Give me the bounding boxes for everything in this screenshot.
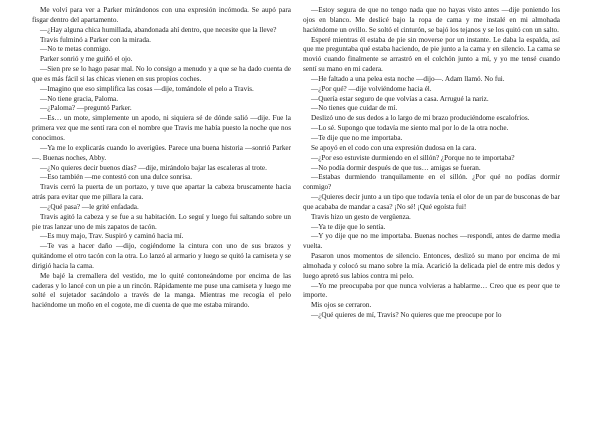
paragraph: —Te vas a hacer daño —dijo, cogiéndome la cintura con uno de sus brazos y quitándome el otro tacón con la otra. Lo lanzó al armario y luego se quitó la camiseta y se dirigió hacia la cama. bbox=[32, 242, 291, 270]
paragraph: —Estoy segura de que no tengo nada que no hayas visto antes —dije poniendo los ojos en blanco. Me deslicé bajo la ropa de cama y me instalé en mi almohada haciéndome un ovillo. Se soltó el cinturón, se bajó los tejanos y se los quitó con un salto. bbox=[303, 6, 560, 34]
paragraph: —Es muy majo, Trav. Suspiró y caminó hacia mí. bbox=[40, 232, 184, 241]
left-page bbox=[8, 6, 295, 428]
paragraph: —¿Hay alguna chica humillada, abandonada ahí dentro, que necesite que la lleve? bbox=[40, 25, 277, 34]
paragraph: Se apoyó en el codo con una expresión dudosa en la cara. bbox=[311, 143, 477, 152]
paragraph: —Y yo dije que no me importaba. Buenas noches —respondí, antes de darme media vuelta. bbox=[303, 232, 560, 251]
paragraph: —Lo sé. Supongo que todavía me siento mal por lo de la otra noche. bbox=[311, 124, 509, 133]
paragraph: —No tiene gracia, Paloma. bbox=[40, 94, 119, 103]
paragraph: —Ya te dije que lo sentía. bbox=[311, 222, 386, 231]
paragraph: —Yo me preocupaba por que nunca volvieras a hablarme… Creo que es peor que te importe. bbox=[303, 281, 560, 300]
paragraph: —Ya me lo explicarás cuando lo averigües. Parece una buena historia —sonrió Parker—. Buenas noches, Abby. bbox=[32, 143, 291, 162]
paragraph: —Es… un mote, simplemente un apodo, ni siquiera sé de dónde salió —dije. Fue la primera vez que me sentí rara con el nombre que Travis me había puesto la noche que nos conocimos. bbox=[32, 114, 291, 142]
paragraph: —¿Qué pasa? —le grité enfadada. bbox=[40, 202, 139, 211]
paragraph: —Sien pre se lo hago pasar mal. No lo consigo a menudo y a que se ha dado cuenta de que es más fácil si las chicas vienen en sus propios coches. bbox=[32, 65, 291, 83]
paragraph: Me bajé la cremallera del vestido, me lo quité contoneándome por encima de las caderas y lo lancé con un pie a un rincón. Rápidamente me puse una camiseta y luego me solté el sujetador sacándolo a través de la manga. Mientras me recogía el pelo haciéndome un moño en el cogote, me di cuenta de que me estaba mirando. bbox=[32, 271, 291, 310]
paragraph: Esperé mientras él estaba de pie sin moverse por un instante. Le daba la espalda, así que me preguntaba qué estaba haciendo, de pie junto a la cama y en silencio. La cama se movió cuando finalmente se arrastró en el colchón junto a mí, y yo me tensé cuando sentí su mano en mi cadera. bbox=[303, 35, 560, 74]
paragraph: Travis cerró la puerta de un portazo, y tuve que apartar la cabeza bruscamente hacia atrás para evitar que me pillara la cara. bbox=[32, 183, 291, 202]
paragraph: —Quería estar seguro de que volvías a casa. Arrugué la nariz. bbox=[311, 94, 489, 103]
paragraph: —Eso también —me contestó con una dulce sonrisa. bbox=[40, 173, 193, 182]
paragraph: Mis ojos se cerraron. bbox=[311, 301, 372, 310]
paragraph: Me volví para ver a Parker mirándonos con una expresión incómoda. Se aupó para fisgar dentro del apartamento. bbox=[32, 6, 291, 24]
paragraph: —¿Por qué? —dije volviéndome hacia él. bbox=[311, 84, 432, 93]
paragraph: Travis hizo un gesto de vergüenza. bbox=[311, 212, 411, 221]
paragraph: —He faltado a una pelea esta noche —dijo—. Adam llamó. No fui. bbox=[311, 74, 505, 83]
paragraph: —No tienes que cuidar de mí. bbox=[311, 104, 398, 113]
paragraph: —¿Paloma? —preguntó Parker. bbox=[40, 104, 132, 113]
right-page bbox=[295, 6, 582, 428]
paragraph: Travis agitó la cabeza y se fue a su habitación. Lo seguí y luego fui saltando sobre un pie tras lanzar uno de mis zapatos de tacón. bbox=[32, 212, 291, 231]
paragraph: —¿No quieres decir buenos días? —dije, mirándolo bajar las escaleras al trote. bbox=[40, 163, 267, 172]
paragraph: Travis fulminó a Parker con la mirada. bbox=[40, 35, 151, 44]
paragraph: —Imagino que eso simplifica las cosas —dije, tomándole el pelo a Travis. bbox=[40, 84, 254, 93]
paragraph: Parker sonrió y me guiñó el ojo. bbox=[40, 55, 133, 64]
paragraph: —¿Por eso estuviste durmiendo en el sillón? ¿Porque no te importaba? bbox=[311, 153, 515, 162]
paragraph: —No podía dormir después de que tus… amigas se fueran. bbox=[311, 163, 481, 172]
paragraph: Pasaron unos momentos de silencio. Entonces, deslizó su mano por encima de mi almohada y colocó su mano sobre la mía. Acarició la delicada piel de entre mis dedos y luego apretó sus labios contra mi pelo. bbox=[303, 252, 560, 280]
paragraph: —Te dije que no me importaba. bbox=[311, 133, 403, 142]
paragraph: —¿Qué quieres de mí, Travis? No quieres que me preocupe por lo bbox=[311, 311, 502, 320]
paragraph: —No te metas conmigo. bbox=[40, 45, 111, 54]
paragraph: Deslizó uno de sus dedos a lo largo de mi brazo produciéndome escalofríos. bbox=[311, 114, 530, 123]
paragraph: —Estabas durmiendo tranquilamente en el sillón. ¿Por qué no podías dormir conmigo? bbox=[303, 173, 560, 192]
paragraph: —¿Quieres decir junto a un tipo que todavía tenía el olor de un par de busconas de bar que acababa de mandar a casa? ¡No sé! ¡Qué egoísta fui! bbox=[303, 193, 560, 211]
